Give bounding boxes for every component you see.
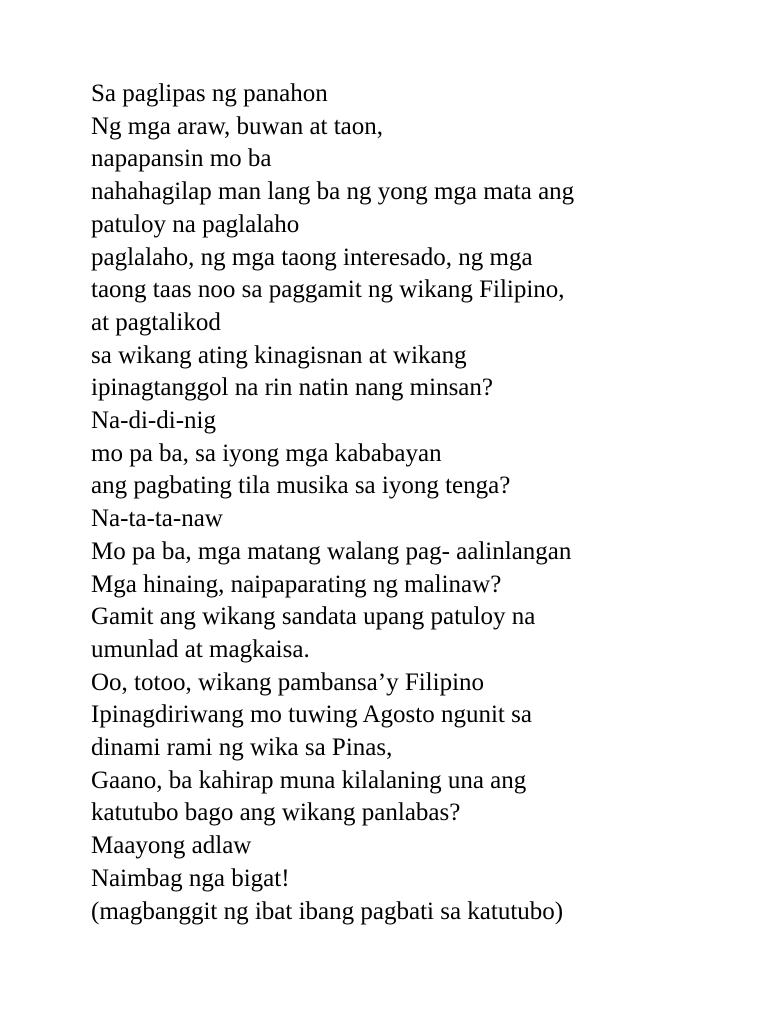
poem-text-block [91, 78, 731, 928]
text-line: Oo, totoo, wikang pambansa’y Filipino [91, 668, 485, 696]
text-line: (magbanggit ng ibat ibang pagbati sa katutubo) [91, 897, 564, 925]
text-line: Ng mga araw, buwan at taon, [91, 112, 384, 140]
text-line: Gamit ang wikang sandata upang patuloy na [91, 603, 536, 631]
text-line: Mga hinaing, naipaparating ng malinaw? [91, 570, 502, 598]
text-line: Mo pa ba, mga matang walang pag- aalinlangan [91, 537, 572, 565]
text-line: katutubo bago ang wikang panlabas? [91, 799, 461, 827]
text-line: ipinagtanggol na rin natin nang minsan? [91, 374, 493, 402]
text-line: mo pa ba, sa iyong mga kababayan [91, 439, 442, 467]
text-line: Gaano, ba kahirap muna kilalaning una ang [91, 766, 527, 794]
text-line: taong taas noo sa paggamit ng wikang Filipino, [91, 276, 565, 304]
text-line: Naimbag nga bigat! [91, 864, 290, 892]
text-line: umunlad at magkaisa. [91, 635, 310, 663]
text-line: paglalaho, ng mga taong interesado, ng mga [91, 243, 533, 271]
text-line: napapansin mo ba [91, 145, 272, 173]
text-line: patuloy na paglalaho [91, 210, 300, 238]
text-line: Na-ta-ta-naw [91, 505, 223, 533]
text-line: dinami rami ng wika sa Pinas, [91, 734, 393, 762]
text-line: Ipinagdiriwang mo tuwing Agosto ngunit sa [91, 701, 532, 729]
text-line: Na-di-di-nig [91, 407, 216, 435]
text-line: Maayong adlaw [91, 832, 252, 860]
text-line: nahahagilap man lang ba ng yong mga mata ang [91, 178, 575, 206]
text-line: sa wikang ating kinagisnan at wikang [91, 341, 467, 369]
text-line: ang pagbating tila musika sa iyong tenga? [91, 472, 511, 500]
text-line: Sa paglipas ng panahon [91, 80, 328, 107]
text-line: at pagtalikod [91, 308, 221, 336]
